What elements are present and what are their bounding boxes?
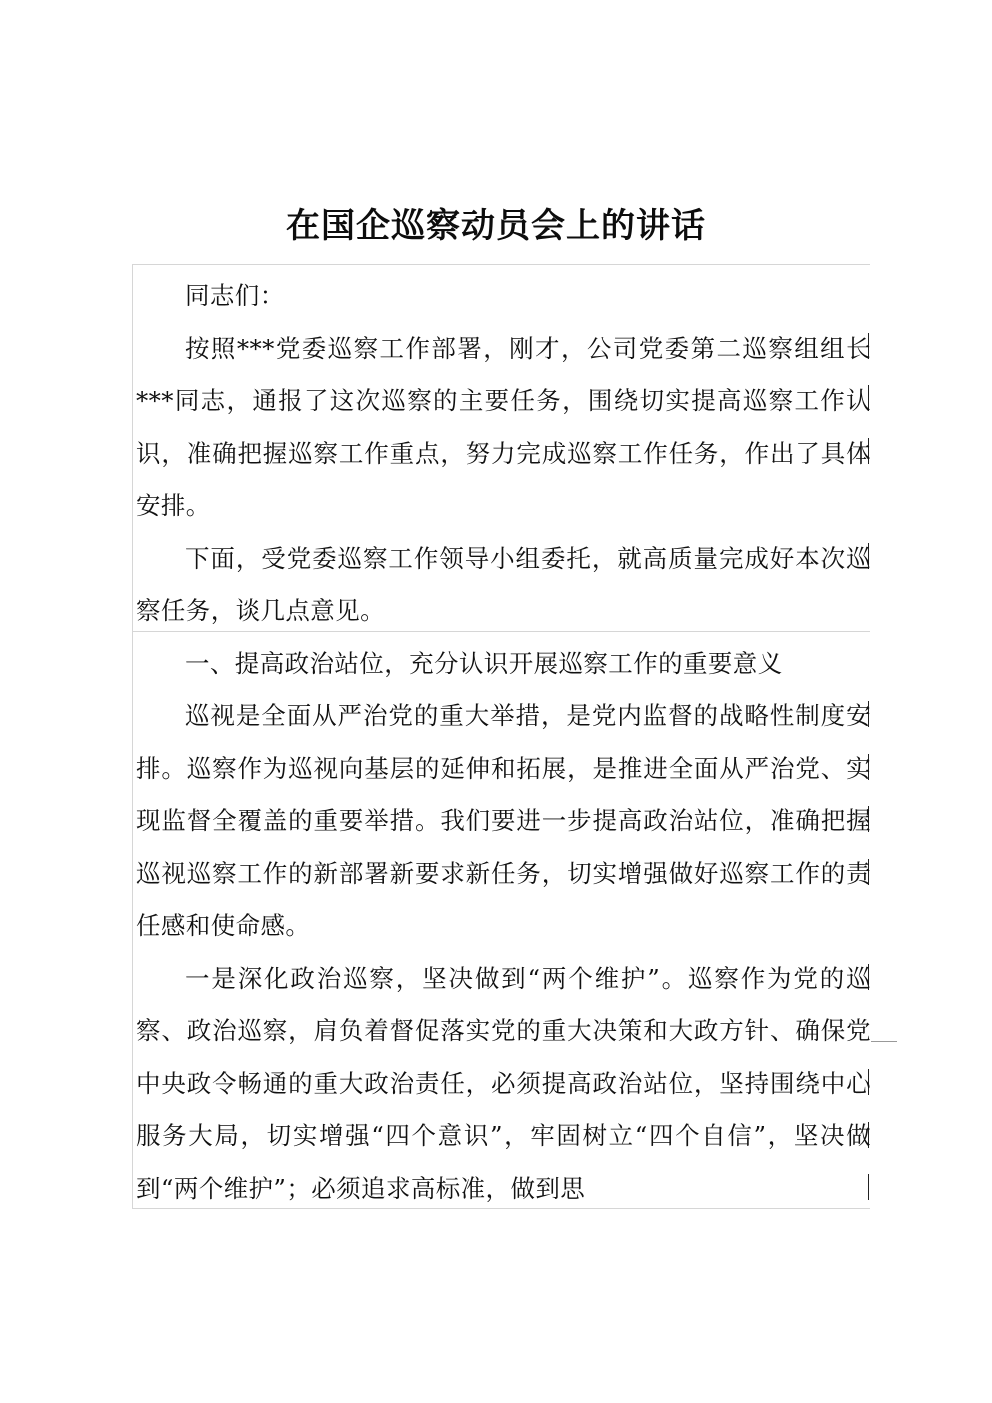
paragraph-political-inspection: 一是深化政治巡察，坚决做到“两个维护”。巡察作为党的巡察、政治巡察，肩负着督促落实党的重大决策和大政方针、确保党中央政令畅通的重大政治责任，必须提高政治站位，坚持围绕中心服务大局，切实增强“四个意识”，牢固树立“四个自信”，坚决做到“两个维护”；必须追求高标准，做到思: [136, 963, 871, 1203]
frame-guide-left: [132, 264, 133, 1208]
paragraph-significance: 巡视是全面从严治党的重大举措，是党内监督的战略性制度安排。巡察作为巡视向基层的延伸和拓展，是推进全面从严治党、实现监督全覆盖的重要举措。我们要进一步提高政治站位，准确把握巡视巡察工作的新部署新要求新任务，切实增强做好巡察工作的责任感和使命感。: [136, 701, 871, 940]
document-title: 在国企巡察动员会上的讲话: [286, 205, 706, 246]
salutation: 同志们：: [185, 281, 285, 310]
paragraph-intro: 按照***党委巡察工作部署，刚才，公司党委第二巡察组组长***同志，通报了这次巡察的主要任务，围绕切实提高巡察工作认识，准确把握巡察工作重点，努力完成巡察工作任务，作出了具体安排。: [136, 333, 871, 520]
section-heading-1: 一、提高政治站位，充分认识开展巡察工作的重要意义: [185, 648, 783, 678]
document-body: [136, 270, 871, 1215]
frame-guide-top: [132, 264, 870, 265]
overflow-guide: [871, 1041, 897, 1042]
paragraph-purpose: 下面，受党委巡察工作领导小组委托，就高质量完成好本次巡察任务，谈几点意见。: [136, 543, 871, 625]
